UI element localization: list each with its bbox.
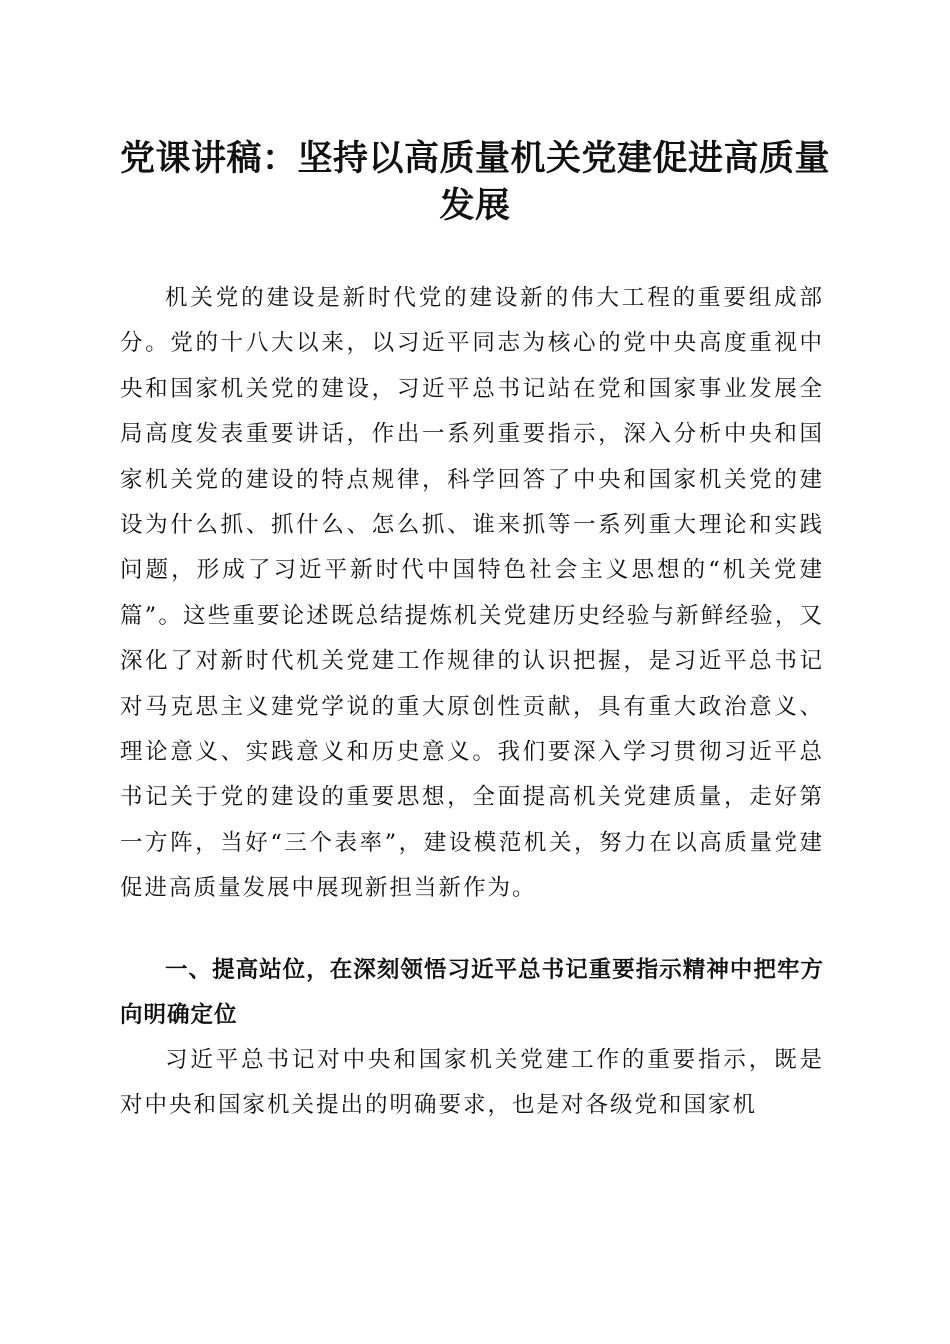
body-paragraph: 习近平总书记对中央和国家机关党建工作的重要指示，既是对中央和国家机关提出的明确要求，也是对各级党和国家机 (120, 1047, 824, 1119)
document-title: 党课讲稿：坚持以高质量机关党建促进高质量发展 (119, 138, 830, 226)
section-heading: 一、提高站位，在深刻领悟习近平总书记重要指示精神中把牢方向明确定位 (120, 957, 824, 1029)
body-paragraph: 机关党的建设是新时代党的建设新的伟大工程的重要组成部分。党的十八大以来，以习近平同志为核心的党中央高度重视中央和国家机关党的建设，习近平总书记站在党和国家事业发展全局高度发表重要讲话，作出一系列重要指示，深入分析中央和国家机关党的建设的特点规律，科学回答了中央和国家机关党的建设为什么抓、抓什么、怎么抓、谁来抓等一系列重大理论和实践问题，形成了习近平新时代中国特色社会主义思想的“机关党建篇”。这些重要论述既总结提炼机关党建历史经验与新鲜经验，又深化了对新时代机关党建工作规律的认识把握，是习近平总书记对马克思主义建党学说的重大原创性贡献，具有重大政治意义、理论意义、实践意义和历史意义。我们要深入学习贯彻习近平总书记关于党的建设的重要思想，全面提高机关党建质量，走好第一方阵，当好“三个表率”，建设模范机关，努力在以高质量党建促进高质量发展中展现新担当新作为。 (120, 285, 824, 902)
